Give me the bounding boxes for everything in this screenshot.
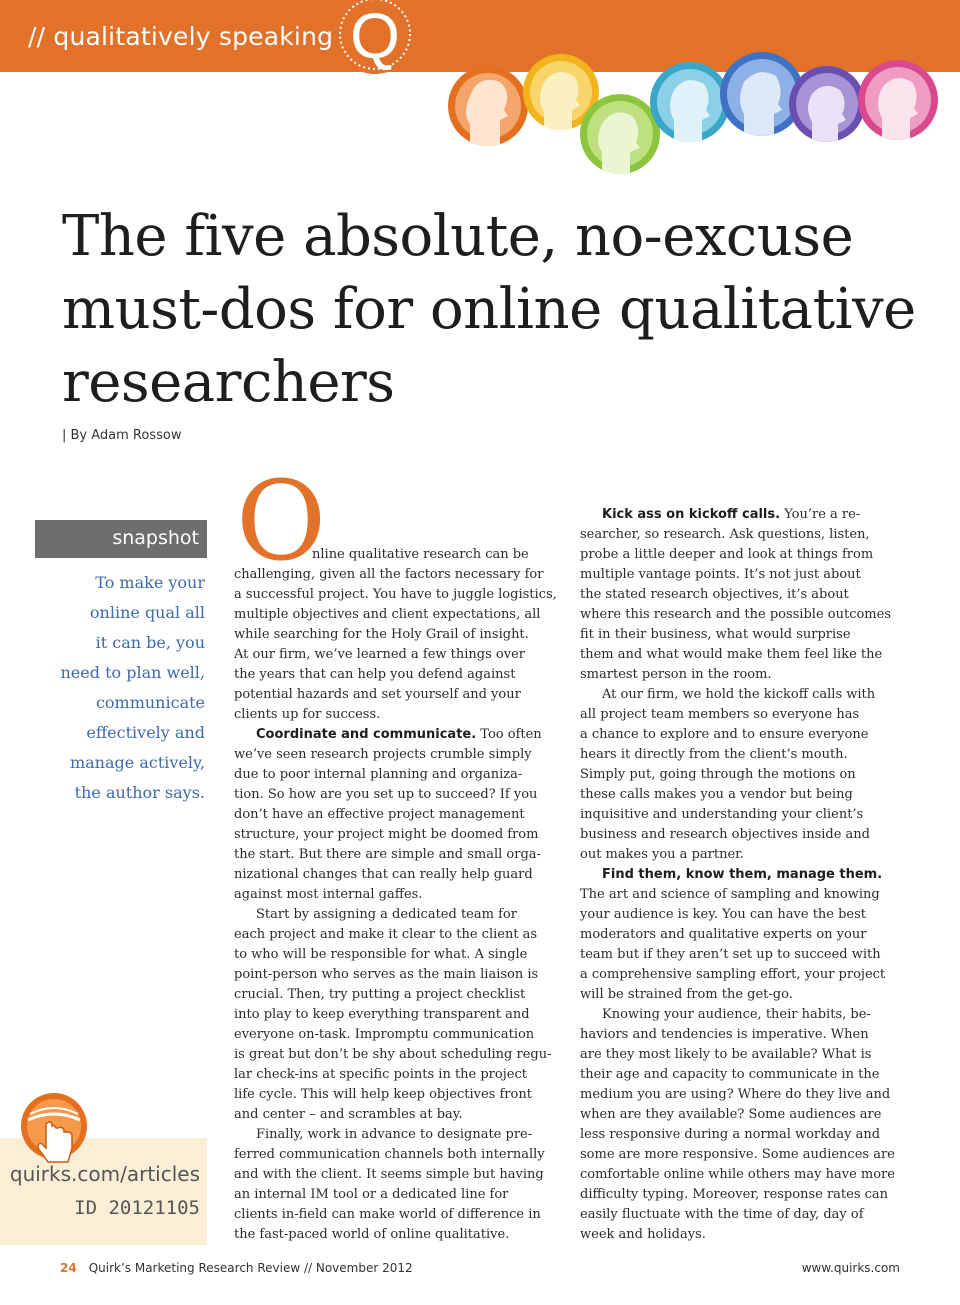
body-text: week and holidays. [580,1227,706,1242]
text-line [580,1005,910,1025]
body-text: against most internal gaffes. [234,887,423,902]
text-line [234,785,554,805]
text-line [234,1205,554,1225]
body-text: At our firm, we’ve learned a few things over [234,647,525,662]
text-line [234,805,554,825]
body-text: business and research objectives inside and [580,827,870,842]
deck-line: online qual all [89,603,205,622]
body-text: and center – and scrambles at bay. [234,1107,463,1122]
publication-name: Quirk’s Marketing Research Review // November 2012 [88,1261,413,1275]
text-line [580,1225,910,1245]
text-line [580,805,910,825]
text-line [234,545,554,565]
body-text: a chance to explore and to ensure everyone [580,727,869,742]
section-heading: Kick ass on kickoff calls. [602,507,781,522]
text-line [580,925,910,945]
section-heading: Coordinate and communicate. [256,727,477,742]
deck-line: communicate [95,693,205,712]
text-line [234,645,554,665]
body-text: nizational changes that can really help guard [234,867,533,882]
text-line [580,1045,910,1065]
body-text: to who will be responsible for what. A single [234,947,528,962]
body-text: At our firm, we hold the kickoff calls with [602,687,876,702]
text-line [580,745,910,765]
page-number: 24 [60,1261,77,1275]
byline: | By Adam Rossow [62,428,182,443]
body-text: multiple objectives and client expectations, all [234,607,541,622]
head-circle-orange [448,66,528,154]
text-line [234,885,554,905]
text-line [234,1025,554,1045]
article-column-1 [234,545,557,1245]
body-text: while searching for the Holy Grail of insight. [234,627,529,642]
article-column-2 [580,505,910,1245]
text-line [234,1085,554,1105]
text-line [234,845,554,865]
body-text: Knowing your audience, their habits, be- [602,1007,871,1022]
body-text: multiple vantage points. It’s not just about [580,567,861,582]
text-line [580,945,910,965]
text-line [580,565,910,585]
body-text: moderators and qualitative experts on your [580,927,867,942]
text-line [234,625,554,645]
text-line [580,785,910,805]
text-line [580,1125,910,1145]
deck-line: the author says. [74,783,205,802]
pointing-hand-icon [16,1090,98,1168]
body-text: an internal IM tool or a dedicated line for [234,1187,509,1202]
body-text: each project and make it clear to the client as [234,927,538,942]
body-text: lar check-ins at specific points in the project [234,1067,527,1082]
body-text: a successful project. You have to juggle logistics, [234,587,557,602]
head-circle-teal [650,62,730,150]
body-text: tion. So how are you set up to succeed? If you [234,787,538,802]
body-text: medium you are using? Where do they live and [580,1087,891,1102]
body-text: You’re a re- [780,507,861,522]
body-text: challenging, given all the factors necessary for [234,567,544,582]
body-text: their age and capacity to communicate in the [580,1067,880,1082]
text-line [580,985,910,1005]
body-text: fit in their business, what would surprise [580,627,851,642]
body-text: ferred communication channels both internally [234,1147,545,1162]
deck-line: it can be, you [95,633,205,652]
badge-letter: Q [350,0,400,72]
body-text: the years that can help you defend against [234,667,516,682]
q-badge-icon [331,0,419,76]
text-line [234,825,554,845]
text-line [580,645,910,665]
body-text: some are more responsive. Some audiences are [580,1147,895,1162]
text-line [580,1105,910,1125]
text-line [580,1205,910,1225]
body-text: all project team members so everyone has [580,707,860,722]
promo-url[interactable]: quirks.com/articles [9,1162,200,1186]
text-line [234,1065,554,1085]
footer-website[interactable]: www.quirks.com [801,1261,900,1275]
deck-line: manage actively, [69,753,205,772]
body-text: nline qualitative research can be [312,547,529,562]
deck-line: effectively and [86,723,205,742]
body-text: out makes you a partner. [580,847,745,862]
text-line [234,705,554,725]
text-line [234,945,554,965]
text-line [580,545,910,565]
text-line [580,505,910,525]
article-title [62,200,922,419]
body-text: probe a little deeper and look at things from [580,547,874,562]
text-line [580,665,910,685]
section-label: // qualitatively speaking [28,22,334,51]
body-text: will be strained from the get-go. [580,987,793,1002]
body-text: due to poor internal planning and organiza- [234,767,523,782]
text-line [234,725,554,745]
page-footer-left [60,1261,413,1275]
text-line [234,585,557,605]
text-line [234,765,554,785]
head-circle-green [580,94,660,184]
text-line [580,1185,910,1205]
text-line [580,625,910,645]
title-line: must-dos for online qualitative [62,277,916,342]
text-line [234,985,554,1005]
body-text: clients up for success. [234,707,381,722]
body-text: structure, your project might be doomed from [234,827,539,842]
text-line [580,685,910,705]
body-text: these calls makes you a vendor but being [580,787,853,802]
body-text: Start by assigning a dedicated team for [256,907,517,922]
text-line [234,1125,554,1145]
text-line [580,585,910,605]
promo-article-id: ID 20121105 [74,1197,200,1219]
body-text: haviors and tendencies is imperative. When [580,1027,869,1042]
text-line [580,705,910,725]
text-line [234,605,554,625]
body-text: into play to keep everything transparent and [234,1007,530,1022]
body-text: your audience is key. You can have the best [580,907,867,922]
text-line [580,885,910,905]
text-line [580,1025,910,1045]
text-line [580,1165,910,1185]
body-text: crucial. Then, try putting a project checklist [234,987,526,1002]
head-circle-purple [789,66,865,150]
text-line [580,525,910,545]
body-text: searcher, so research. Ask questions, listen, [580,527,870,542]
body-text: where this research and the possible outcomes [580,607,891,622]
text-line [234,1225,554,1245]
deck-line: need to plan well, [60,663,205,682]
title-line: researchers [62,350,395,415]
body-text: them and what would make them feel like the [580,647,883,662]
body-text: The art and science of sampling and knowing [580,887,880,902]
body-text: inquisitive and understanding your client’s [580,807,864,822]
body-text: clients in-field can make world of difference in [234,1207,541,1222]
body-text: a comprehensive sampling effort, your project [580,967,886,982]
text-line [580,1065,910,1085]
body-text: easily fluctuate with the time of day, day of [580,1207,864,1222]
body-text: point-person who serves as the main liaison is [234,967,539,982]
text-line [580,725,910,745]
body-text: the fast-paced world of online qualitative. [234,1227,510,1242]
text-line [580,605,910,625]
text-line [234,1105,554,1125]
body-text: don’t have an effective project management [234,807,525,822]
section-heading: Find them, know them, manage them. [602,867,883,882]
snapshot-label: snapshot [112,527,199,549]
text-line [234,1165,554,1185]
text-line [580,825,910,845]
deck-line: To make your [95,573,205,592]
text-line [580,865,910,885]
body-text: is great but don’t be shy about scheduling regu- [234,1047,552,1062]
text-line [234,865,554,885]
body-text: team but if they aren’t set up to succeed with [580,947,881,962]
text-line [234,1045,554,1065]
text-line [234,565,554,585]
text-line [580,905,910,925]
body-text: we’ve seen research projects crumble simply [234,747,532,762]
text-line [234,1005,554,1025]
body-text: Simply put, going through the motions on [580,767,856,782]
body-text: difficulty typing. Moreover, response rates can [580,1187,889,1202]
snapshot-deck [40,568,205,808]
body-text: life cycle. This will help keep objectives front [234,1087,532,1102]
text-line [234,1145,554,1165]
text-line [234,745,554,765]
body-text: everyone on-task. Impromptu communication [234,1027,535,1042]
snapshot-label-box [35,520,207,558]
body-text: less responsive during a normal workday and [580,1127,881,1142]
title-line: The five absolute, no-excuse [62,204,854,269]
body-text: comfortable online while others may have more [580,1167,895,1182]
text-line [234,965,554,985]
text-line [580,845,910,865]
text-line [234,925,554,945]
body-text: Finally, work in advance to designate pre- [256,1127,533,1142]
body-text: when are they available? Some audiences are [580,1107,882,1122]
body-text: potential hazards and set yourself and your [234,687,521,702]
body-text: are they most likely to be available? What is [580,1047,872,1062]
text-line [580,765,910,785]
body-text: hears it directly from the client’s mouth. [580,747,848,762]
body-text: the start. But there are simple and small orga- [234,847,541,862]
people-silhouettes-illustration [440,44,960,194]
head-circle-pink [858,60,938,148]
text-line [580,1145,910,1165]
text-line [234,685,554,705]
text-line [580,1085,910,1105]
drop-cap: O [236,457,327,585]
body-text: the stated research objectives, it’s about [580,587,849,602]
text-line [234,1185,554,1205]
text-line [580,965,910,985]
text-line [234,905,554,925]
body-text: smartest person in the room. [580,667,772,682]
body-text: and with the client. It seems simple but having [234,1167,544,1182]
body-text: Too often [476,727,542,742]
text-line [234,665,554,685]
